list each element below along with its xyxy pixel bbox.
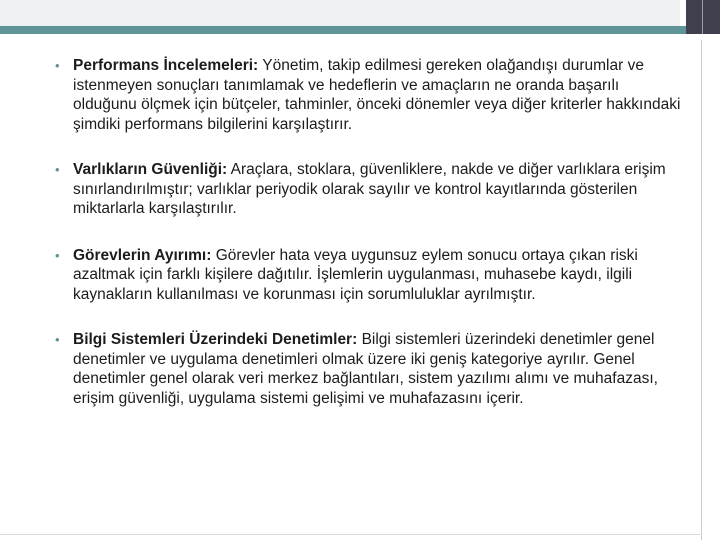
bullet-item-information-systems-controls	[55, 330, 683, 408]
header-light-strip	[0, 0, 680, 26]
bullet-term: Bilgi Sistemleri Üzerindeki Denetimler:	[73, 331, 358, 348]
bullet-text: Görevler hata veya uygunsuz eylem sonucu ortaya çıkan riski azaltmak için farklı kişilere dağıtılır. İşlemlerin uygulanması, muhasebe kaydı, ilgili kaynakların kullanılması ve korunması için sorumluluklar ayrılmıştır.	[73, 246, 638, 303]
bullet-item-asset-security	[55, 160, 683, 219]
header-corner-block	[686, 0, 720, 34]
bullet-text: Araçlara, stoklara, güvenliklere, nakde ve diğer varlıklara erişim sınırlandırılmıştır; varlıklar periyodik olarak sayılır ve kontrol kayıtlarında gösterilen miktarlarla karşılaştırılır.	[73, 161, 666, 217]
bullet-term: Görevlerin Ayırımı:	[73, 246, 212, 264]
slide-bottom-border	[0, 534, 700, 535]
bullet-item-performance-reviews	[55, 56, 683, 134]
bullet-term: Performans İncelemeleri:	[73, 57, 259, 74]
header-accent-strip	[0, 26, 686, 34]
slide-header-band	[0, 0, 720, 36]
bullet-term: Varlıkların Güvenliği:	[73, 161, 228, 178]
bullet-icon: •	[55, 58, 60, 73]
bullet-list	[55, 56, 683, 434]
bullet-icon: •	[55, 332, 60, 347]
bullet-text: Yönetim, takip edilmesi gereken olağandışı durumlar ve istenmeyen sonuçları tanımlamak ve hedeflerin ve amaçların ne oranda başarılı olduğunu ölçmek için bütçeler, tahminler, önceki dönemler veya diğer kriterler hakkındaki şimdiki performans bilgilerini karşılaştırır.	[73, 57, 681, 133]
bullet-icon: •	[55, 162, 60, 177]
bullet-text: Bilgi sistemleri üzerindeki denetimler genel denetimler ve uygulama denetimleri olmak üzere iki geniş kategoriye ayrılır. Genel denetimler genel olarak veri merkez bağlantıları, sistem yazılımı alımı ve muhafazası, erişim güvenliği, uygulama sistemi gelişimi ve muhafazasını içerir.	[73, 331, 658, 407]
bullet-icon: •	[55, 247, 60, 263]
header-corner-divider	[702, 0, 703, 34]
bullet-item-segregation-of-duties	[55, 246, 683, 305]
slide-right-border	[701, 40, 702, 540]
